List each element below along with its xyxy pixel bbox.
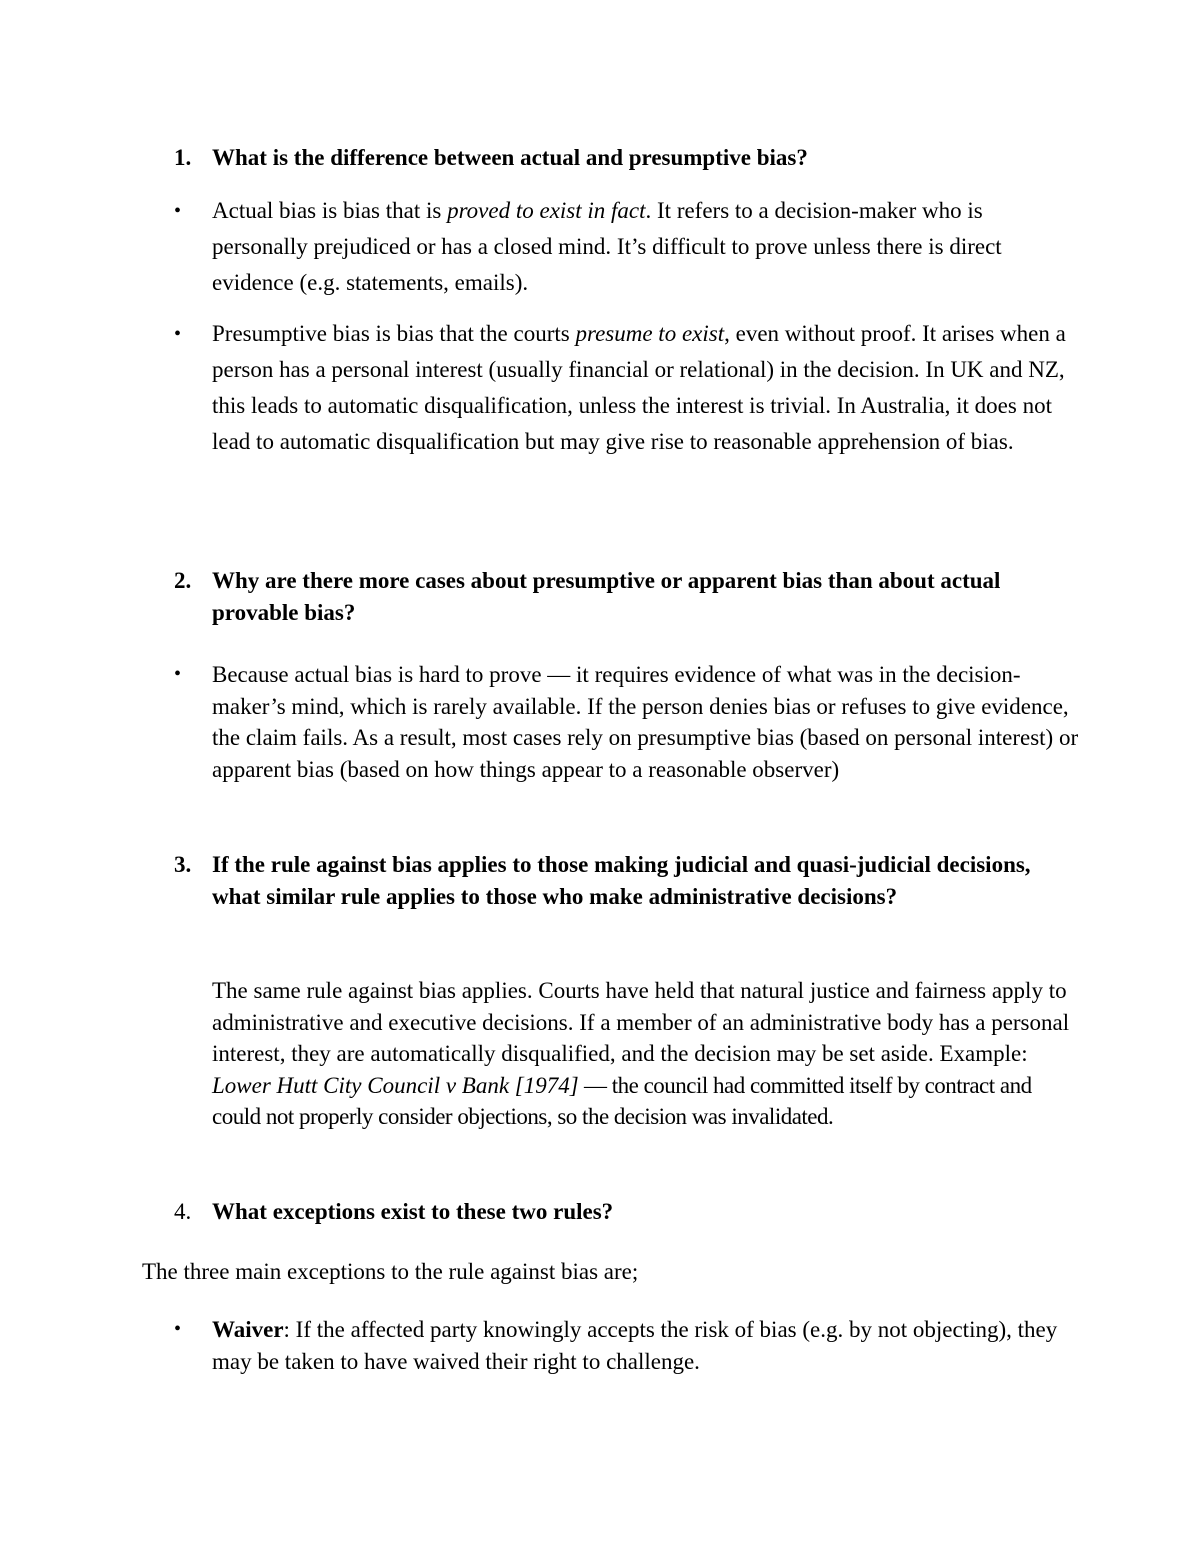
bullet-icon: •: [174, 323, 182, 345]
question-text: What is the difference between actual and presumptive bias?: [212, 145, 808, 170]
question-number: 2.: [174, 568, 192, 593]
question-text: If the rule against bias applies to those making judicial and quasi-judicial decisions, what similar rule applies to those who make administrative decisions?: [212, 852, 1031, 909]
answer-text: Waiver: If the affected party knowingly accepts the risk of bias (e.g. by not objecting), they may be taken to have waived their right to challenge.: [212, 1317, 1058, 1374]
answer-text: Because actual bias is hard to prove — it requires evidence of what was in the decision-maker’s mind, which is rarely available. If the person denies bias or refuses to give evidence, the claim fails. As a result, most cases rely on presumptive bias (based on personal interest) or apparent bias (based on how things appear to a reasonable observer): [212, 662, 1079, 782]
question-number: 3.: [174, 852, 192, 877]
bullet-icon: •: [174, 200, 182, 222]
question-number: 1.: [174, 145, 192, 170]
bullet-icon: •: [174, 1318, 182, 1340]
question-text: What exceptions exist to these two rules?: [212, 1199, 614, 1224]
question-text: Why are there more cases about presumptive or apparent bias than about actual provable bias?: [212, 568, 1001, 625]
answer-text: Presumptive bias is bias that the courts presume to exist, even without proof. It arises when a person has a personal interest (usually financial or relational) in the decision. In UK and NZ, this leads to automatic disqualification, unless the interest is trivial. In Australia, it does not lead to automatic disqualification but may give rise to reasonable apprehension of bias.: [212, 321, 1066, 454]
bullet-icon: •: [174, 663, 182, 685]
answer-text: Actual bias is bias that is proved to exist in fact. It refers to a decision-maker who is personally prejudiced or has a closed mind. It’s difficult to prove unless there is direct evidence (e.g. statements, emails).: [212, 198, 1002, 295]
answer-text: The same rule against bias applies. Courts have held that natural justice and fairness apply to administrative and executive decisions. If a member of an administrative body has a personal interest, they are automatically disqualified, and the decision may be set aside. Example: Lower Hutt City Council v Bank [1974] — the council had committed itself by contract and could not properly consider objections, so the decision was invalidated.: [212, 978, 1070, 1129]
intro-text: The three main exceptions to the rule against bias are;: [142, 1259, 639, 1284]
question-number: 4.: [174, 1199, 192, 1224]
